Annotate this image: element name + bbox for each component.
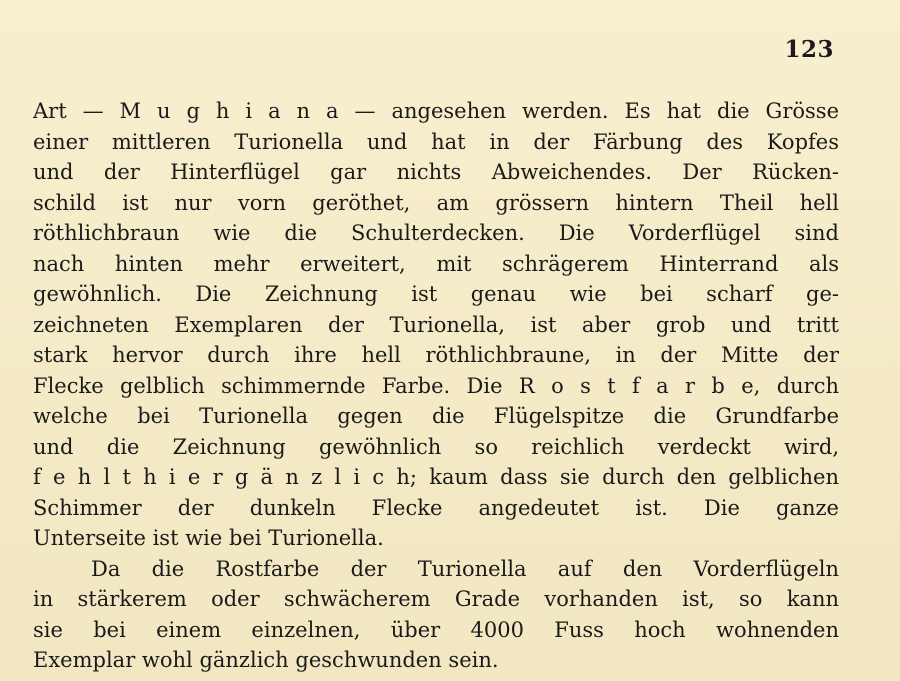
text-line: gewöhnlich. Die Zeichnung ist genau wie bei scharf ge- <box>33 282 839 306</box>
text-line: schild ist nur vorn geröthet, am grössern hintern Theil hell <box>33 190 839 215</box>
text-line: in stärkerem oder schwächerem Grade vorhanden ist, so kann <box>33 587 839 611</box>
text-line: einer mittleren Turionella und hat in der Färbung des Kopfes <box>33 129 839 154</box>
text-line: Schimmer der dunkeln Flecke angedeutet ist. Die ganze <box>33 495 839 520</box>
paragraph-end-line: Unterseite ist wie bei Turionella. <box>33 526 384 550</box>
text-line: und der Hinterflügel gar nichts Abweichendes. Der Rücken- <box>33 160 839 184</box>
text-line: und die Zeichnung gewöhnlich so reichlich verdeckt wird, <box>33 434 839 459</box>
text-line: sie bei einem einzelnen, über 4000 Fuss hoch wohnenden <box>33 617 839 642</box>
text-line: stark hervor durch ihre hell röthlichbraune, in der Mitte der <box>33 343 839 367</box>
text-line: nach hinten mehr erweitert, mit schrägerem Hinterrand als <box>33 251 839 276</box>
text-line: Flecke gelblich schimmernde Farbe. Die R o s t f a r b e, durch <box>33 373 839 398</box>
text-line: Art — M u g h i a n a — angesehen werden. Es hat die Grösse <box>33 99 839 123</box>
text-line: welche bei Turionella gegen die Flügelspitze die Grundfarbe <box>33 404 839 428</box>
text-line: röthlichbraun wie die Schulterdecken. Die Vorderflügel sind <box>33 221 839 245</box>
paragraph-end-line: Exemplar wohl gänzlich geschwunden sein. <box>33 648 499 672</box>
page-number: 123 <box>784 36 834 63</box>
text-line: zeichneten Exemplaren der Turionella, ist aber grob und tritt <box>33 312 839 337</box>
text-line: f e h l t h i e r g ä n z l i c h; kaum dass sie durch den gelblichen <box>33 465 839 489</box>
paragraph-start-line: Da die Rostfarbe der Turionella auf den Vorderflügeln <box>91 556 839 581</box>
body-text <box>33 96 839 676</box>
